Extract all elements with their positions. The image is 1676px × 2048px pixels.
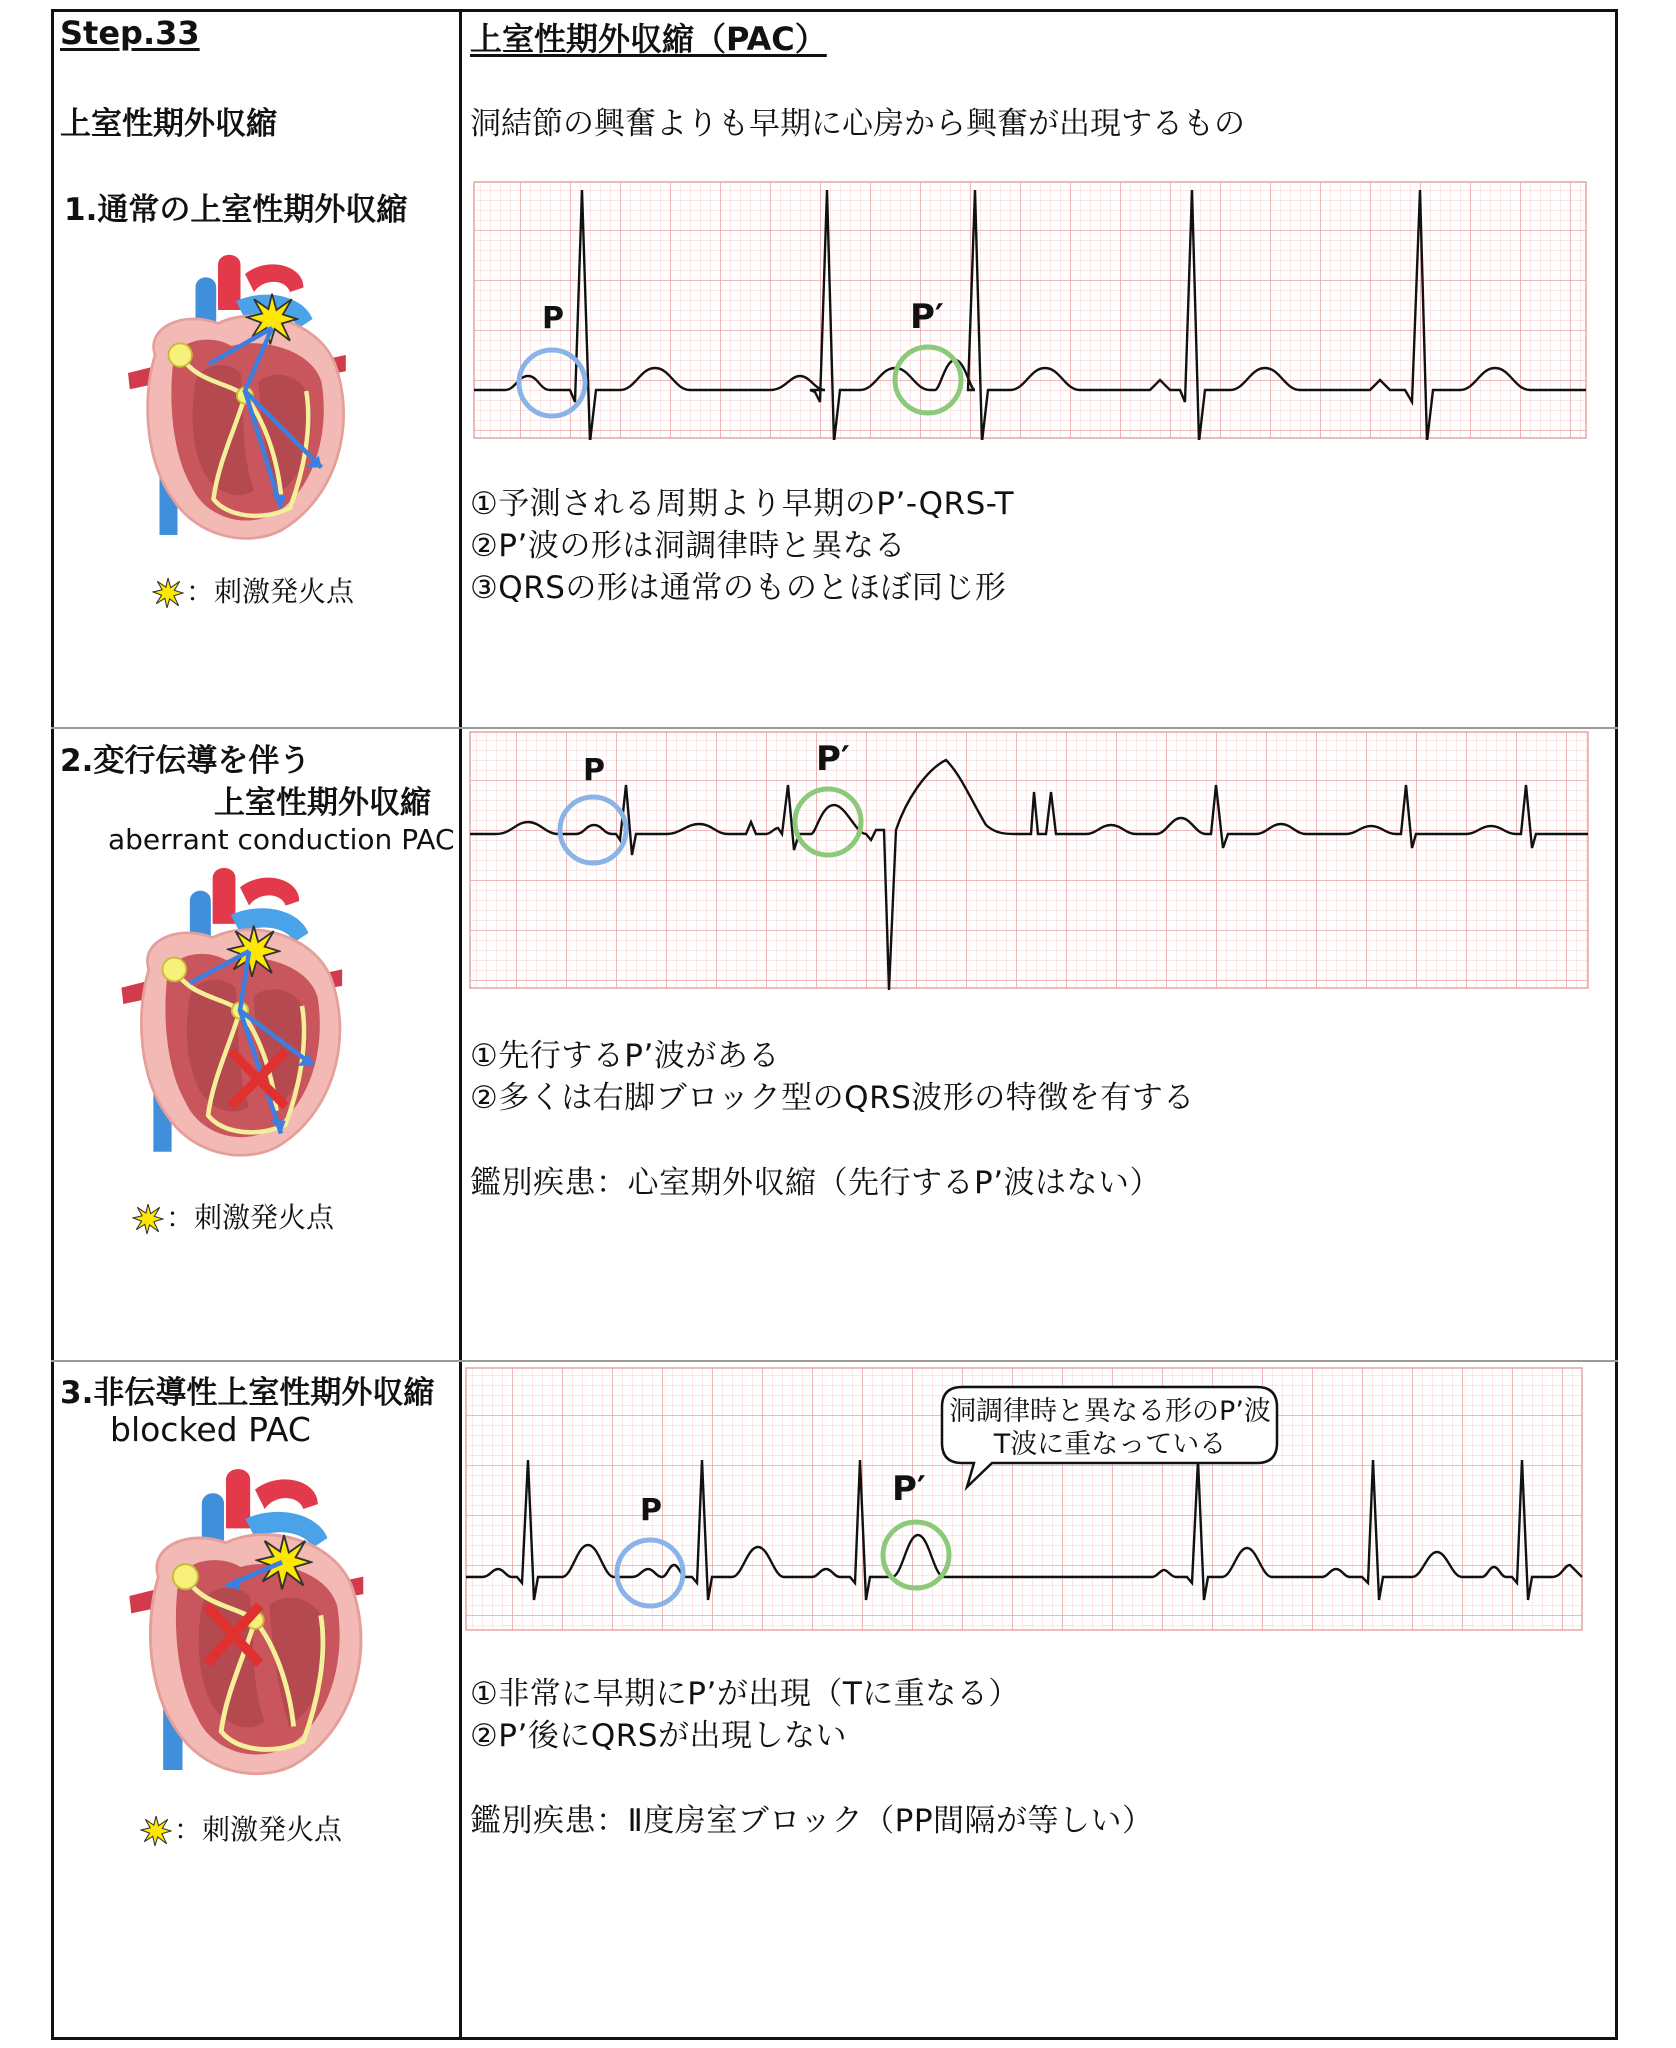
step-label: Step.33 (60, 14, 200, 52)
definition-text: 洞結節の興奮よりも早期に心房から興奮が出現するもの (470, 106, 1245, 142)
s1-point-3: ③QRSの形は通常のものとほぼ同じ形 (470, 570, 1007, 606)
s3-point-2: ②P’後にQRSが出現しない (470, 1718, 847, 1754)
s2-differential: 鑑別疾患：心室期外収縮（先行するP’波はない） (470, 1165, 1162, 1201)
s2-point-1: ①先行するP’波がある (470, 1038, 780, 1074)
s3-differential: 鑑別疾患：Ⅱ度房室ブロック（PP間隔が等しい） (470, 1803, 1154, 1839)
heart-diagram-1 (110, 240, 380, 560)
p-label: P (542, 301, 564, 336)
section1-heading: 1.通常の上室性期外収縮 (64, 192, 408, 228)
p-prime-label: P′ (892, 1469, 926, 1509)
star-icon (138, 1815, 174, 1847)
p-prime-label: P′ (910, 297, 944, 337)
legend-2 (130, 1196, 334, 1236)
star-icon (130, 1203, 166, 1235)
callout-line1: 洞調律時と異なる形のP’波 (949, 1396, 1271, 1427)
section3-heading: 3.非伝導性上室性期外収縮 (60, 1375, 435, 1411)
row-divider-2 (51, 1360, 1618, 1362)
ecg-strip-2 (466, 730, 1596, 990)
s2-point-2: ②多くは右脚ブロック型のQRS波形の特徴を有する (470, 1080, 1195, 1116)
column-divider (459, 9, 462, 2040)
ecg-strip-3 (462, 1365, 1597, 1635)
legend-3-text: ：刺激発火点 (174, 1813, 343, 1846)
section2-subtitle: aberrant conduction PAC (108, 823, 455, 856)
heart-diagram-3 (110, 1455, 400, 1795)
left-heading: 上室性期外収縮 (60, 106, 277, 142)
main-title: 上室性期外収縮（PAC） (470, 20, 827, 58)
p-label: P (640, 1493, 662, 1528)
callout-line2: T波に重なっている (993, 1429, 1227, 1460)
legend-3 (138, 1808, 342, 1848)
legend-1-text: ：刺激発火点 (186, 575, 355, 608)
s1-point-2: ②P’波の形は洞調律時と異なる (470, 528, 906, 564)
star-icon (150, 577, 186, 609)
row-divider-1 (51, 727, 1618, 729)
s3-point-1: ①非常に早期にP’が出現（Tに重なる） (470, 1676, 1020, 1712)
heart-diagram-2 (100, 860, 380, 1170)
s1-point-1: ①予測される周期より早期のP’-QRS-T (470, 486, 1015, 522)
ecg-strip-1 (470, 180, 1590, 440)
p-label: P (583, 753, 605, 788)
legend-1 (150, 570, 354, 610)
section2-heading-line2: 上室性期外収縮 (214, 785, 431, 821)
p-prime-label: P′ (816, 739, 850, 779)
legend-2-text: ：刺激発火点 (166, 1201, 335, 1234)
section3-subtitle: blocked PAC (110, 1410, 311, 1449)
section2-heading-line1: 2.変行伝導を伴う (60, 743, 311, 779)
